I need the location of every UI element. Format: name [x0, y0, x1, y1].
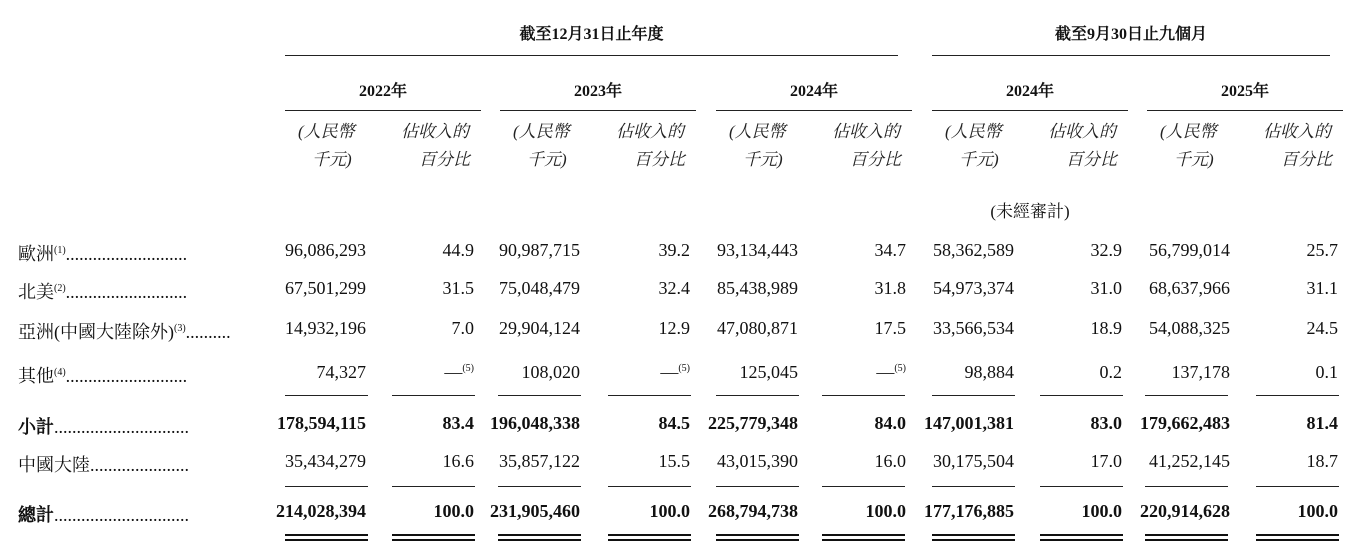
percent-value: 84.0: [874, 413, 906, 433]
year-underline: [285, 110, 481, 111]
year-header: 2023年: [573, 83, 622, 100]
total-double-rule: [1040, 534, 1123, 541]
amount-cell: 43,015,390: [717, 451, 798, 471]
amount-cell: 214,028,394: [276, 501, 366, 521]
subtotal-rule: [1256, 486, 1339, 487]
percent-header-line: 百分比: [634, 150, 685, 169]
subtotal-rule: [285, 395, 368, 396]
row-label-text: 歐洲: [18, 244, 54, 264]
subtotal-rule: [392, 486, 475, 487]
percent-value: 31.1: [1306, 278, 1338, 298]
leader-dots: ...........................: [65, 282, 188, 302]
row-label-text: 亞洲(中國大陸除外): [18, 322, 174, 342]
footnote-marker: (5): [894, 363, 906, 374]
subtotal-rule: [822, 486, 905, 487]
leader-dots: ..............................: [54, 505, 189, 525]
percent-header-line: 佔收入的: [401, 122, 469, 141]
amount-cell: 29,904,124: [499, 318, 580, 338]
percent-value: 100.0: [1081, 501, 1122, 521]
amount-column-header: [729, 118, 809, 174]
amount-header-line: (人民幣: [298, 122, 355, 141]
percent-cell: [1258, 318, 1338, 339]
percent-value: 7.0: [451, 318, 474, 338]
footnote-marker: (2): [54, 283, 66, 294]
amount-cell: 35,857,122: [499, 451, 580, 471]
percent-value: 17.0: [1090, 451, 1122, 471]
subtotal-rule: [1040, 395, 1123, 396]
amount-cell: 54,973,374: [933, 278, 1014, 298]
percent-column-header: [1263, 118, 1353, 174]
percent-cell: [1258, 278, 1338, 299]
percent-value: —: [444, 362, 463, 382]
percent-value: 16.0: [874, 451, 906, 471]
percent-value: 31.5: [442, 278, 474, 298]
percent-column-header: [616, 118, 706, 174]
amount-cell: 58,362,589: [933, 240, 1014, 260]
amount-cell: 177,176,885: [924, 501, 1014, 521]
subtotal-rule: [608, 486, 691, 487]
footnote-marker: (5): [462, 363, 474, 374]
amount-cell: 47,080,871: [717, 318, 798, 338]
percent-header-line: 佔收入的: [1263, 122, 1331, 141]
amount-cell: 35,434,279: [285, 451, 366, 471]
row-label-text: 中國大陸: [18, 455, 90, 475]
amount-cell: 196,048,338: [490, 413, 580, 433]
amount-header-line: 千元): [527, 150, 567, 169]
amount-header-line: 千元): [1174, 150, 1214, 169]
percent-value: 81.4: [1306, 413, 1338, 433]
subtotal-rule: [285, 486, 368, 487]
amount-header-line: (人民幣: [945, 122, 1002, 141]
total-double-rule: [716, 534, 799, 541]
percent-header-line: 百分比: [1066, 150, 1117, 169]
percent-value: 16.6: [442, 451, 474, 471]
percent-column-header: [1048, 118, 1138, 174]
percent-value: 39.2: [658, 240, 690, 260]
amount-cell: 125,045: [739, 362, 798, 382]
percent-cell: [1258, 362, 1338, 383]
percent-header-line: 佔收入的: [832, 122, 900, 141]
amount-cell: 14,932,196: [285, 318, 366, 338]
amount-cell: 67,501,299: [285, 278, 366, 298]
subtotal-rule: [1256, 395, 1339, 396]
amount-cell: 93,134,443: [717, 240, 798, 260]
percent-value: —: [876, 362, 895, 382]
total-double-rule: [392, 534, 475, 541]
percent-value: 34.7: [874, 240, 906, 260]
total-double-rule: [498, 534, 581, 541]
percent-header-line: 佔收入的: [1048, 122, 1116, 141]
amount-cell: 137,178: [1171, 362, 1230, 382]
subtotal-rule: [1145, 395, 1228, 396]
subtotal-rule: [392, 395, 475, 396]
percent-cell: [1258, 240, 1338, 261]
percent-value: 25.7: [1306, 240, 1338, 260]
leader-dots: ..........: [185, 322, 231, 342]
row-label-text: 北美: [18, 282, 54, 302]
amount-cell: 54,088,325: [1149, 318, 1230, 338]
amount-header-line: (人民幣: [513, 122, 570, 141]
amount-cell: 178,594,115: [276, 413, 366, 433]
percent-value: 100.0: [1297, 501, 1338, 521]
subtotal-rule: [498, 395, 581, 396]
amount-header-line: 千元): [743, 150, 783, 169]
amount-cell: 96,086,293: [285, 240, 366, 260]
unaudited-note: (未經審計): [990, 202, 1070, 221]
total-double-rule: [608, 534, 691, 541]
leader-dots: ...........................: [65, 366, 188, 386]
percent-header-line: 百分比: [419, 150, 470, 169]
year-header: 2024年: [1005, 83, 1054, 100]
percent-value: 100.0: [433, 501, 474, 521]
percent-value: 0.1: [1315, 362, 1338, 382]
amount-cell: 74,327: [316, 362, 366, 382]
amount-cell: 33,566,534: [933, 318, 1014, 338]
percent-value: 0.2: [1099, 362, 1122, 382]
year-header: 2024年: [789, 83, 838, 100]
year-underline: [932, 110, 1128, 111]
percent-cell: [1258, 451, 1338, 472]
percent-cell: [1258, 413, 1338, 434]
amount-header-line: 千元): [959, 150, 999, 169]
amount-cell: 56,799,014: [1149, 240, 1230, 260]
period-underline: [932, 55, 1330, 56]
row-label-text: 小計: [18, 417, 54, 437]
percent-value: 31.8: [874, 278, 906, 298]
percent-cell: [1258, 501, 1338, 522]
percent-value: 32.4: [658, 278, 690, 298]
amount-cell: 220,914,628: [1140, 501, 1230, 521]
footnote-marker: (3): [174, 323, 186, 334]
subtotal-rule: [1040, 486, 1123, 487]
amount-cell: 41,252,145: [1149, 451, 1230, 471]
year-underline: [1147, 110, 1343, 111]
amount-header-line: (人民幣: [1160, 122, 1217, 141]
percent-value: 83.0: [1090, 413, 1122, 433]
footnote-marker: (1): [54, 245, 66, 256]
year-header: 2022年: [358, 83, 407, 100]
leader-dots: ...........................: [65, 244, 188, 264]
amount-cell: 85,438,989: [717, 278, 798, 298]
subtotal-rule: [932, 486, 1015, 487]
year-underline: [716, 110, 912, 111]
total-double-rule: [1145, 534, 1228, 541]
footnote-marker: (4): [54, 367, 66, 378]
footnote-marker: (5): [678, 363, 690, 374]
amount-cell: 68,637,966: [1149, 278, 1230, 298]
percent-value: 18.9: [1090, 318, 1122, 338]
percent-header-line: 百分比: [850, 150, 901, 169]
percent-value: 84.5: [658, 413, 690, 433]
amount-column-header: [513, 118, 593, 174]
subtotal-rule: [498, 486, 581, 487]
percent-header-line: 百分比: [1281, 150, 1332, 169]
percent-value: —: [660, 362, 679, 382]
amount-cell: 147,001,381: [924, 413, 1014, 433]
year-underline: [500, 110, 696, 111]
subtotal-rule: [932, 395, 1015, 396]
row-label-text: 總計: [18, 505, 54, 525]
amount-cell: 268,794,738: [708, 501, 798, 521]
total-double-rule: [1256, 534, 1339, 541]
amount-cell: 179,662,483: [1140, 413, 1230, 433]
percent-value: 31.0: [1090, 278, 1122, 298]
percent-value: 44.9: [442, 240, 474, 260]
subtotal-rule: [1145, 486, 1228, 487]
amount-cell: 231,905,460: [490, 501, 580, 521]
percent-value: 32.9: [1090, 240, 1122, 260]
amount-column-header: [945, 118, 1025, 174]
subtotal-rule: [608, 395, 691, 396]
amount-header-line: (人民幣: [729, 122, 786, 141]
subtotal-rule: [822, 395, 905, 396]
leader-dots: ......................: [90, 455, 189, 475]
leader-dots: ..............................: [54, 417, 189, 437]
percent-column-header: [401, 118, 491, 174]
year-header: 2025年: [1220, 83, 1269, 100]
total-double-rule: [822, 534, 905, 541]
amount-cell: 90,987,715: [499, 240, 580, 260]
percent-value: 17.5: [874, 318, 906, 338]
percent-value: 100.0: [649, 501, 690, 521]
percent-header-line: 佔收入的: [616, 122, 684, 141]
amount-column-header: [298, 118, 378, 174]
subtotal-rule: [716, 395, 799, 396]
period-header: 截至9月30日止九個月: [1054, 26, 1207, 43]
total-double-rule: [285, 534, 368, 541]
total-double-rule: [932, 534, 1015, 541]
percent-value: 12.9: [658, 318, 690, 338]
percent-value: 15.5: [658, 451, 690, 471]
amount-cell: 98,884: [964, 362, 1014, 382]
percent-value: 83.4: [442, 413, 474, 433]
amount-cell: 225,779,348: [708, 413, 798, 433]
percent-value: 18.7: [1306, 451, 1338, 471]
subtotal-rule: [716, 486, 799, 487]
amount-column-header: [1160, 118, 1240, 174]
percent-value: 24.5: [1306, 318, 1338, 338]
amount-cell: 108,020: [521, 362, 580, 382]
period-underline: [285, 55, 898, 56]
amount-header-line: 千元): [312, 150, 352, 169]
percent-column-header: [832, 118, 922, 174]
period-header: 截至12月31日止年度: [519, 26, 664, 43]
row-label-text: 其他: [18, 366, 54, 386]
amount-cell: 30,175,504: [933, 451, 1014, 471]
amount-cell: 75,048,479: [499, 278, 580, 298]
percent-value: 100.0: [865, 501, 906, 521]
